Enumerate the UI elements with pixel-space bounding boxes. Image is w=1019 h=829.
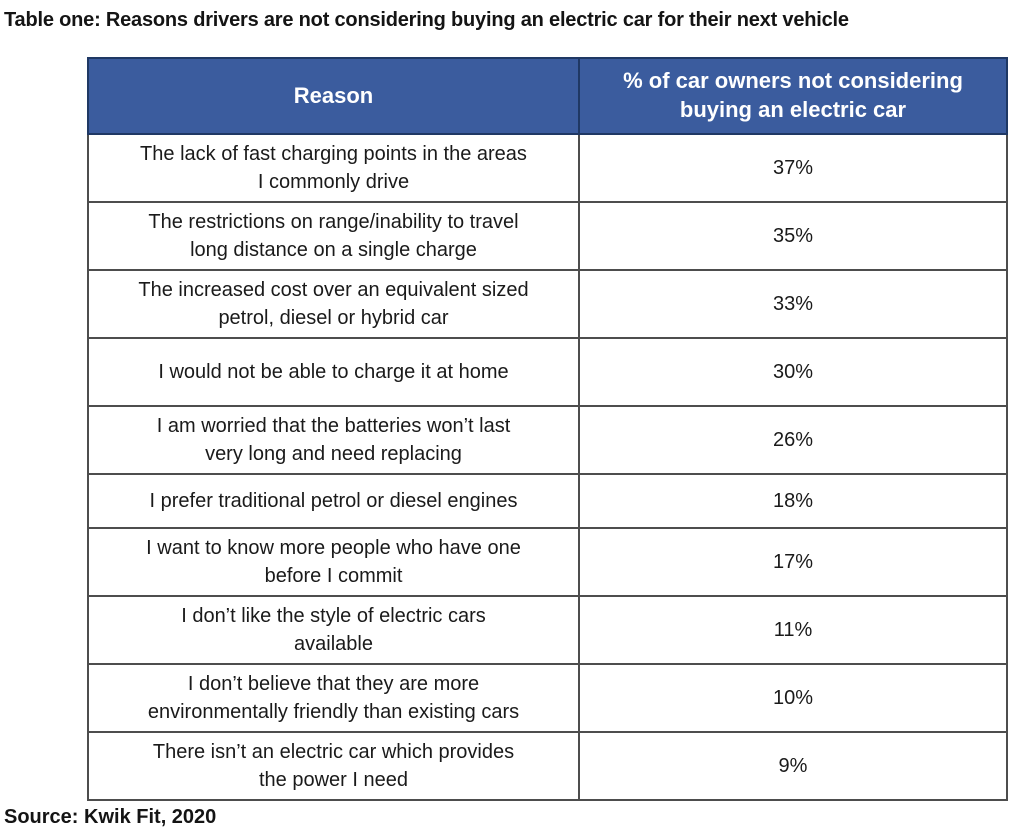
table-row	[88, 474, 1007, 528]
header-cell-reason: Reason	[88, 58, 579, 134]
header-row	[88, 58, 1007, 134]
percent-cell: 9%	[579, 732, 1007, 800]
percent-cell: 37%	[579, 134, 1007, 202]
reason-cell: The lack of fast charging points in the areas I commonly drive	[88, 134, 579, 202]
percent-cell: 18%	[579, 474, 1007, 528]
reason-cell: I don’t believe that they are more environmentally friendly than existing cars	[88, 664, 579, 732]
table-row	[88, 202, 1007, 270]
table-row	[88, 528, 1007, 596]
reasons-table	[87, 57, 1008, 801]
table-title: Table one: Reasons drivers are not considering buying an electric car for their next vehicle	[4, 9, 849, 31]
reason-cell: I want to know more people who have one before I commit	[88, 528, 579, 596]
reason-cell: I don’t like the style of electric cars available	[88, 596, 579, 664]
source-note: Source: Kwik Fit, 2020	[4, 806, 217, 828]
table-row	[88, 732, 1007, 800]
percent-cell: 10%	[579, 664, 1007, 732]
percent-cell: 11%	[579, 596, 1007, 664]
table-row	[88, 406, 1007, 474]
percent-cell: 30%	[579, 338, 1007, 406]
percent-cell: 17%	[579, 528, 1007, 596]
reason-cell: I prefer traditional petrol or diesel engines	[88, 474, 579, 528]
table-row	[88, 134, 1007, 202]
table-row	[88, 270, 1007, 338]
page	[0, 8, 1019, 828]
table-row	[88, 596, 1007, 664]
percent-cell: 35%	[579, 202, 1007, 270]
table-header	[88, 58, 1007, 134]
table-row	[88, 338, 1007, 406]
table-body	[88, 134, 1007, 800]
header-cell-percentage: % of car owners not considering buying an electric car	[579, 58, 1007, 134]
table-row	[88, 664, 1007, 732]
reason-cell: I would not be able to charge it at home	[88, 338, 579, 406]
reason-cell: The increased cost over an equivalent sized petrol, diesel or hybrid car	[88, 270, 579, 338]
percent-cell: 26%	[579, 406, 1007, 474]
percent-cell: 33%	[579, 270, 1007, 338]
reason-cell: I am worried that the batteries won’t last very long and need replacing	[88, 406, 579, 474]
reason-cell: The restrictions on range/inability to travel long distance on a single charge	[88, 202, 579, 270]
reason-cell: There isn’t an electric car which provides the power I need	[88, 732, 579, 800]
